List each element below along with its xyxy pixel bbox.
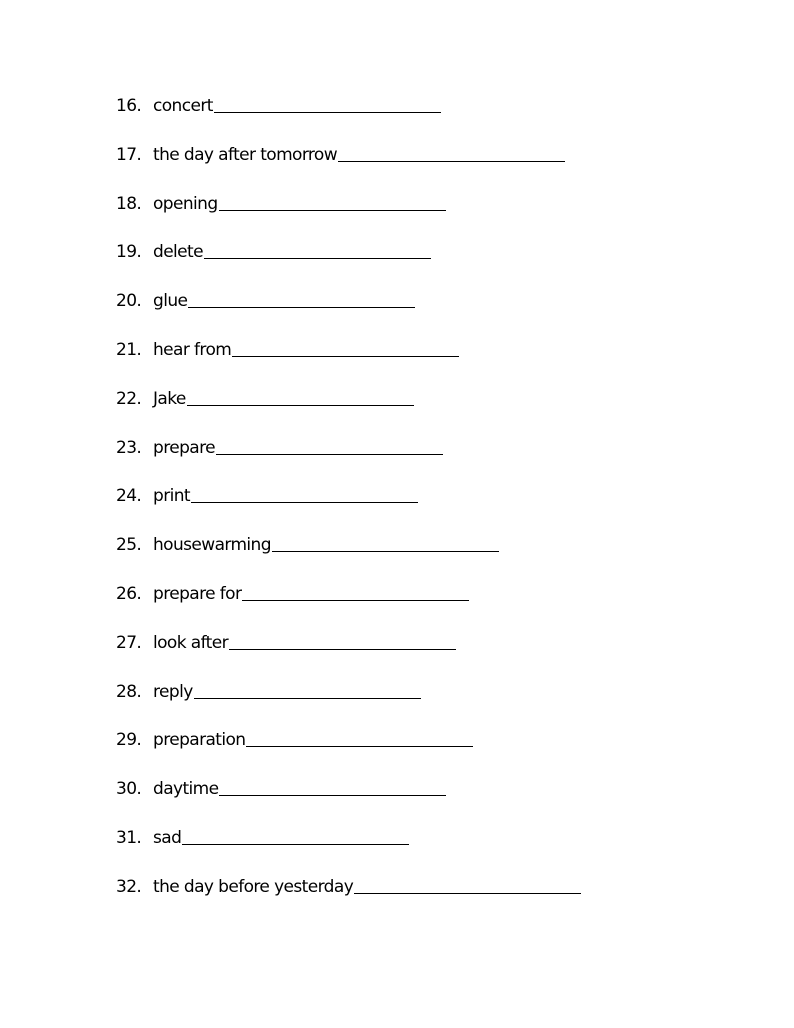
- item-term: print: [153, 486, 190, 507]
- item-term: the day before yesterday: [153, 876, 354, 897]
- item-number: 29.: [116, 730, 142, 751]
- item-term: concert: [153, 96, 213, 116]
- answer-blank[interactable]: [214, 111, 441, 113]
- item-term: hear from: [153, 339, 232, 360]
- item-number: 32.: [116, 876, 142, 897]
- item-number: 25.: [116, 535, 142, 556]
- answer-blank[interactable]: [219, 794, 446, 796]
- answer-blank[interactable]: [187, 404, 414, 406]
- answer-blank[interactable]: [229, 648, 456, 650]
- item-number: 21.: [116, 339, 142, 360]
- item-term: look after: [153, 632, 228, 653]
- list-item: [116, 96, 756, 145]
- item-number: 22.: [116, 388, 142, 409]
- item-number: 26.: [116, 583, 142, 604]
- answer-blank[interactable]: [188, 306, 415, 308]
- list-item: [116, 194, 756, 243]
- item-number: 27.: [116, 632, 142, 653]
- item-term: sad: [153, 827, 182, 848]
- answer-blank[interactable]: [242, 599, 469, 601]
- answer-blank[interactable]: [182, 843, 409, 845]
- item-number: 19.: [116, 242, 142, 263]
- answer-blank[interactable]: [204, 257, 431, 259]
- item-number: 30.: [116, 779, 142, 800]
- item-term: reply: [153, 681, 193, 702]
- item-number: 20.: [116, 291, 142, 312]
- list-item: [116, 145, 756, 194]
- answer-blank[interactable]: [216, 453, 443, 455]
- list-item: [116, 779, 756, 828]
- item-term: preparation: [153, 730, 246, 751]
- list-item: [116, 438, 756, 487]
- list-item: [116, 486, 756, 535]
- item-term: daytime: [153, 779, 219, 800]
- list-item: [116, 730, 756, 779]
- item-term: Jake: [153, 388, 186, 409]
- list-item: [116, 828, 756, 877]
- answer-blank[interactable]: [219, 209, 446, 211]
- item-term: opening: [153, 193, 218, 214]
- item-term: housewarming: [153, 535, 271, 556]
- answer-blank[interactable]: [272, 550, 499, 552]
- list-item: [116, 535, 756, 584]
- list-item: [116, 682, 756, 731]
- list-item: [116, 340, 756, 389]
- answer-blank[interactable]: [232, 355, 459, 357]
- item-number: 18.: [116, 193, 142, 214]
- answer-blank[interactable]: [338, 160, 565, 162]
- item-term: prepare: [153, 437, 215, 458]
- item-term: prepare for: [153, 583, 242, 604]
- item-number: 24.: [116, 486, 142, 507]
- list-item: [116, 877, 756, 926]
- answer-blank[interactable]: [246, 745, 473, 747]
- item-number: 28.: [116, 681, 142, 702]
- answer-blank[interactable]: [194, 697, 421, 699]
- item-term: glue: [153, 291, 188, 312]
- list-item: [116, 633, 756, 682]
- item-term: delete: [153, 242, 203, 263]
- vocabulary-worksheet: [116, 96, 756, 926]
- item-number: 31.: [116, 827, 142, 848]
- answer-blank[interactable]: [354, 892, 581, 894]
- item-term: the day after tomorrow: [153, 144, 338, 165]
- item-number: 16.: [116, 96, 142, 116]
- item-number: 23.: [116, 437, 142, 458]
- list-item: [116, 389, 756, 438]
- list-item: [116, 584, 756, 633]
- item-number: 17.: [116, 144, 142, 165]
- list-item: [116, 291, 756, 340]
- list-item: [116, 242, 756, 291]
- answer-blank[interactable]: [191, 501, 418, 503]
